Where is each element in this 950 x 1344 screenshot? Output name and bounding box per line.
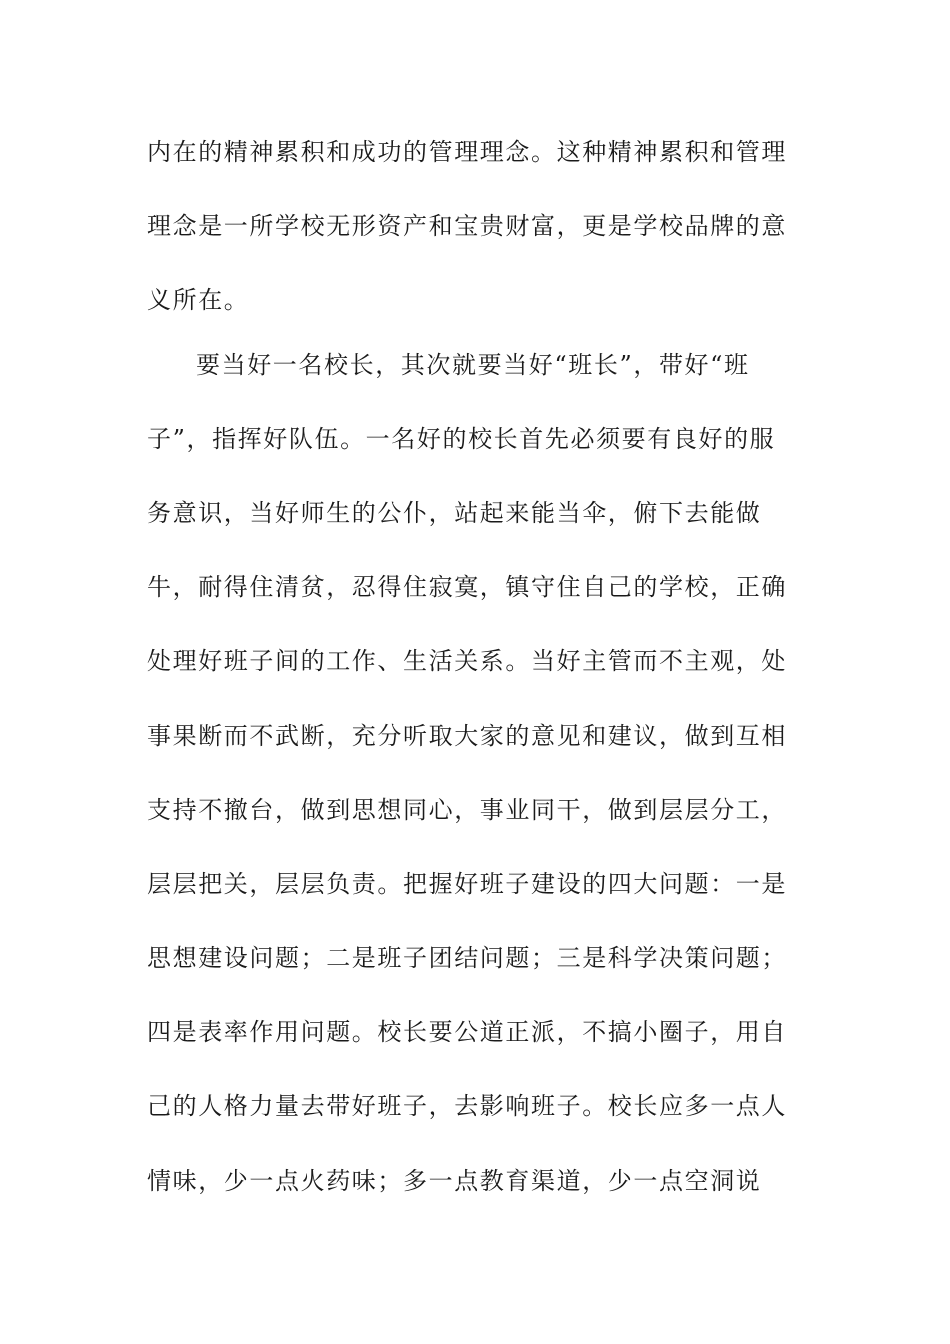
text-line: 理念是一所学校无形资产和宝贵财富，更是学校品牌的意 <box>147 212 787 240</box>
text-line: 内在的精神累积和成功的管理理念。这种精神累积和管理 <box>147 138 787 166</box>
text-line: 牛，耐得住清贫，忍得住寂寞，镇守住自己的学校，正确 <box>147 573 787 601</box>
text-line: 子”，指挥好队伍。一名好的校长首先必须要有良好的服 <box>147 425 776 453</box>
paragraph-first-line: 要当好一名校长，其次就要当好“班长”，带好“班 <box>196 351 750 379</box>
text-line: 四是表率作用问题。校长要公道正派，不搞小圈子，用自 <box>147 1018 787 1046</box>
text-line: 支持不撤台，做到思想同心，事业同干，做到层层分工， <box>147 796 787 824</box>
text-line: 层层把关，层层负责。把握好班子建设的四大问题：一是 <box>147 870 787 898</box>
text-line: 务意识，当好师生的公仆，站起来能当伞，俯下去能做 <box>147 499 762 527</box>
text-line: 思想建设问题；二是班子团结问题；三是科学决策问题； <box>147 944 787 972</box>
text-line: 处理好班子间的工作、生活关系。当好主管而不主观，处 <box>147 647 787 675</box>
text-line: 事果断而不武断，充分听取大家的意见和建议，做到互相 <box>147 722 787 750</box>
text-line: 情味，少一点火药味；多一点教育渠道，少一点空洞说 <box>147 1167 762 1195</box>
text-line: 己的人格力量去带好班子，去影响班子。校长应多一点人 <box>147 1092 787 1120</box>
text-line: 义所在。 <box>147 286 250 314</box>
